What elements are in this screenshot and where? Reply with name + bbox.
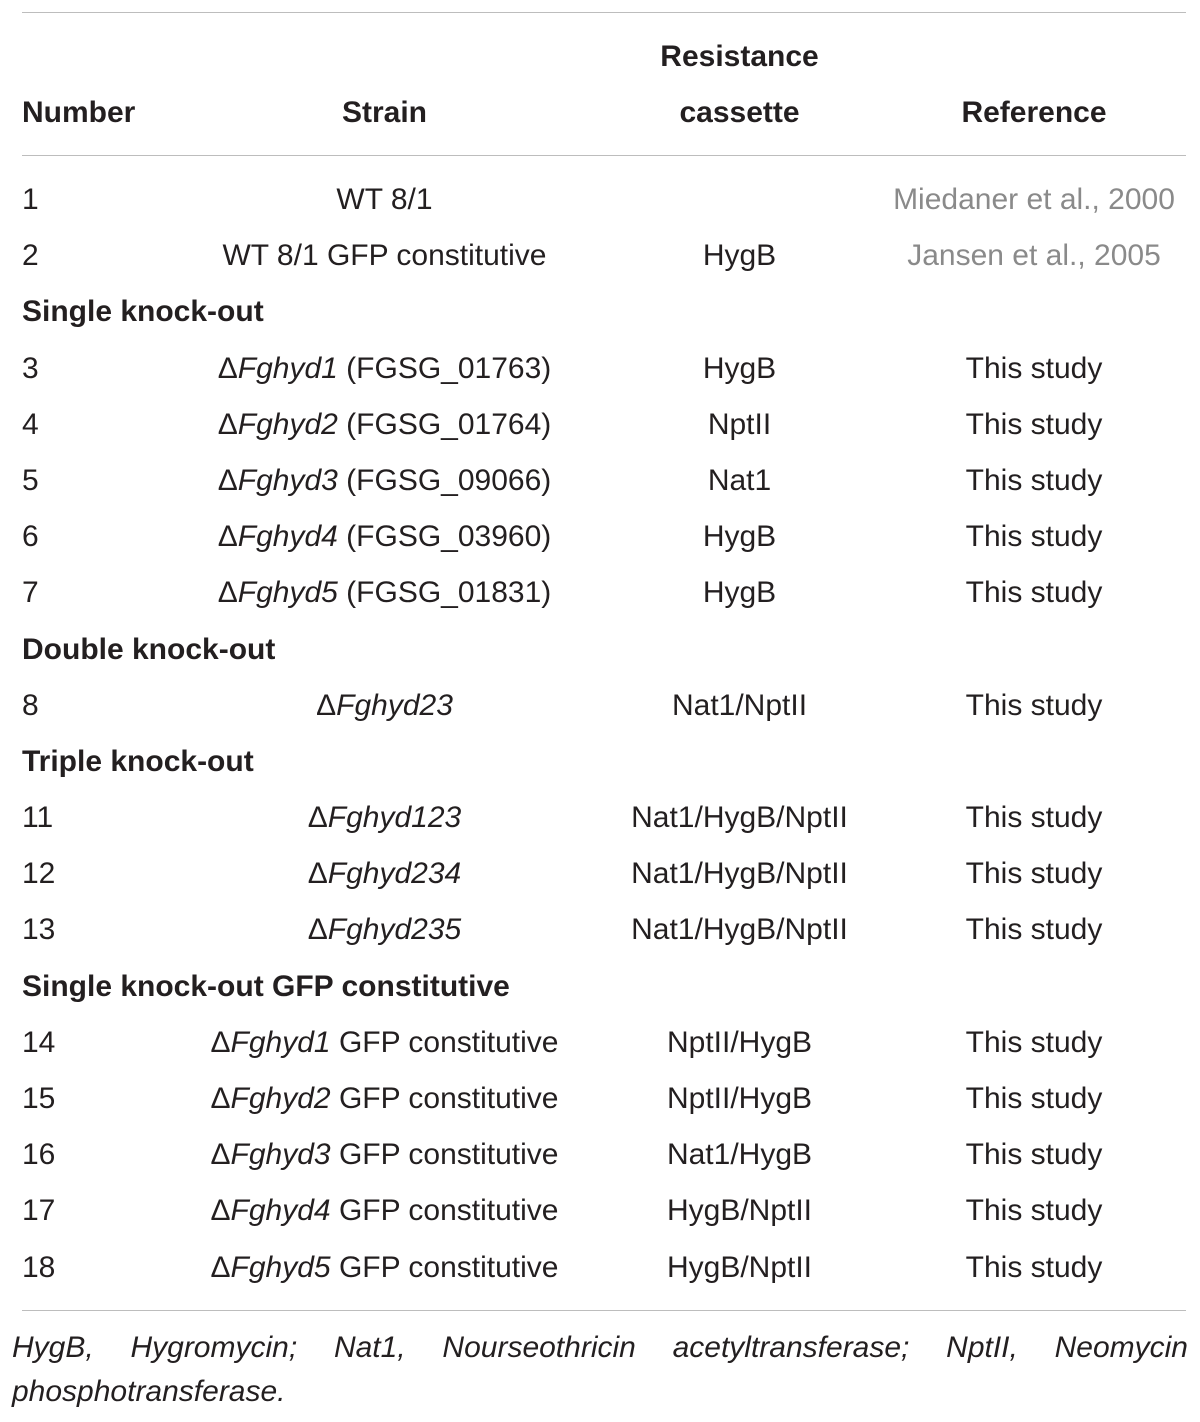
cell-resistance: Nat1 xyxy=(707,463,772,497)
cell-reference: This study xyxy=(965,1194,1103,1228)
cell-reference: This study xyxy=(965,857,1103,891)
cell-resistance: NptII xyxy=(707,407,772,441)
cell-number: 18 xyxy=(22,1250,56,1284)
cell-strain xyxy=(142,1183,627,1239)
strain-suffix: WT 8/1 xyxy=(336,183,433,216)
strain-delta-prefix: Δ xyxy=(217,463,238,497)
cell-reference: This study xyxy=(965,576,1103,610)
table-row xyxy=(22,790,1186,846)
strain-delta-prefix: Δ xyxy=(307,913,328,947)
cell-number: 2 xyxy=(22,239,39,273)
cell-resistance: HygB/NptII xyxy=(666,1194,813,1228)
table-footnote: HygB, Hygromycin; Nat1, Nourseothricin acetyltransferase; NptII, Neomycin phosphotransferase. xyxy=(12,1331,1188,1408)
cell-reference: This study xyxy=(965,407,1103,441)
strain-suffix: GFP constitutive xyxy=(330,1082,559,1115)
cell-number: 17 xyxy=(22,1194,56,1228)
table-row xyxy=(22,1127,1186,1183)
cell-strain xyxy=(142,1127,627,1183)
strain-gene-name: Fghyd3 xyxy=(237,463,338,497)
table-row xyxy=(22,565,1186,621)
table-body xyxy=(22,172,1186,1296)
cell-number: 3 xyxy=(22,351,39,385)
cell-strain xyxy=(142,453,627,509)
section-heading: Triple knock-out xyxy=(22,744,254,778)
cell-reference: This study xyxy=(965,463,1103,497)
strain-delta-prefix: Δ xyxy=(307,857,328,891)
cell-resistance: Nat1/HygB xyxy=(666,1138,813,1172)
strain-gene-name: Fghyd2 xyxy=(237,407,338,441)
strain-delta-prefix: Δ xyxy=(217,576,238,610)
strain-gene-name: Fghyd5 xyxy=(230,1250,331,1284)
cell-number: 4 xyxy=(22,407,39,441)
strain-suffix: GFP constitutive xyxy=(330,1138,559,1172)
cell-number: 12 xyxy=(22,857,56,891)
cell-resistance: NptII/HygB xyxy=(666,1082,813,1115)
cell-number: 13 xyxy=(22,913,56,947)
strain-delta-prefix: Δ xyxy=(210,1082,231,1115)
strain-delta-prefix: Δ xyxy=(217,351,238,385)
cell-number: 1 xyxy=(22,183,39,216)
strain-gene-name: Fghyd1 xyxy=(230,1025,331,1059)
strain-delta-prefix: Δ xyxy=(210,1025,231,1059)
cell-number: 6 xyxy=(22,520,39,554)
cell-reference: This study xyxy=(965,688,1103,722)
table-row xyxy=(22,1071,1186,1127)
cell-reference-link[interactable]: Jansen et al., 2005 xyxy=(907,239,1161,273)
header-number: Number xyxy=(22,96,136,129)
strain-delta-prefix: Δ xyxy=(307,801,328,835)
cell-resistance: HygB xyxy=(702,520,777,554)
section-heading: Single knock-out xyxy=(22,295,264,329)
cell-number: 8 xyxy=(22,688,39,722)
table-row xyxy=(22,453,1186,509)
cell-number: 14 xyxy=(22,1025,56,1059)
strain-gene-name: Fghyd234 xyxy=(327,857,462,891)
cell-resistance: Nat1/NptII xyxy=(671,688,808,722)
cell-strain xyxy=(142,1015,627,1071)
table-row xyxy=(22,341,1186,397)
strain-delta-prefix: Δ xyxy=(210,1250,231,1284)
strain-gene-name: Fghyd2 xyxy=(230,1082,331,1115)
cell-resistance: Nat1/HygB/NptII xyxy=(631,857,848,891)
cell-strain xyxy=(142,397,627,453)
cell-resistance: NptII/HygB xyxy=(666,1025,813,1059)
cell-reference: This study xyxy=(965,520,1103,554)
cell-resistance: HygB xyxy=(702,351,777,385)
strain-suffix: WT 8/1 GFP constitutive xyxy=(222,239,547,273)
cell-resistance: HygB xyxy=(702,576,777,610)
cell-number: 15 xyxy=(22,1082,56,1115)
cell-reference: This study xyxy=(965,1025,1103,1059)
strain-suffix: GFP constitutive xyxy=(330,1250,559,1284)
header-strain: Strain xyxy=(341,96,428,129)
cell-reference: This study xyxy=(965,1138,1103,1172)
strain-table xyxy=(22,12,1186,1311)
cell-strain xyxy=(142,1071,627,1127)
table-row xyxy=(22,1015,1186,1071)
strain-delta-prefix: Δ xyxy=(217,407,238,441)
section-heading: Double knock-out xyxy=(22,632,276,666)
cell-resistance: HygB/NptII xyxy=(666,1250,813,1284)
strain-suffix: (FGSG_09066) xyxy=(337,463,552,497)
table-row xyxy=(22,172,1186,228)
cell-number: 16 xyxy=(22,1138,56,1172)
cell-reference: This study xyxy=(965,801,1103,835)
cell-strain xyxy=(142,846,627,902)
strain-gene-name: Fghyd1 xyxy=(237,351,338,385)
cell-reference: This study xyxy=(965,351,1103,385)
cell-number: 5 xyxy=(22,463,39,497)
strain-delta-prefix: Δ xyxy=(316,688,337,722)
table-header xyxy=(22,13,1186,155)
table-row xyxy=(22,509,1186,565)
strain-gene-name: Fghyd235 xyxy=(327,913,462,947)
strain-gene-name: Fghyd4 xyxy=(237,520,338,554)
cell-strain xyxy=(142,172,627,228)
header-reference: Reference xyxy=(961,96,1107,129)
cell-resistance: Nat1/HygB/NptII xyxy=(631,801,848,835)
cell-strain xyxy=(142,509,627,565)
cell-strain xyxy=(142,341,627,397)
header-resistance-line1: Resistance xyxy=(660,40,819,73)
cell-strain xyxy=(142,228,627,284)
cell-number: 11 xyxy=(22,801,54,835)
table-row xyxy=(22,1183,1186,1239)
table-row xyxy=(22,902,1186,958)
table-row xyxy=(22,846,1186,902)
cell-reference: This study xyxy=(965,1082,1103,1115)
table-row xyxy=(22,228,1186,284)
strain-gene-name: Fghyd5 xyxy=(237,576,338,610)
cell-strain xyxy=(142,1240,627,1296)
cell-reference: This study xyxy=(965,913,1103,947)
strain-suffix: GFP constitutive xyxy=(330,1025,559,1059)
cell-strain xyxy=(142,902,627,958)
cell-number: 7 xyxy=(22,576,39,610)
header-resistance-line2: cassette xyxy=(679,96,800,129)
table-row xyxy=(22,678,1186,734)
strain-gene-name: Fghyd123 xyxy=(327,801,462,835)
table-bottom-rule xyxy=(22,1310,1186,1311)
cell-strain xyxy=(142,565,627,621)
table-row xyxy=(22,397,1186,453)
cell-strain xyxy=(142,790,627,846)
cell-resistance: Nat1/HygB/NptII xyxy=(631,913,848,947)
strain-suffix: (FGSG_01764) xyxy=(337,407,552,441)
strain-suffix: (FGSG_01763) xyxy=(337,351,552,385)
section-heading: Single knock-out GFP constitutive xyxy=(22,969,510,1003)
table-row xyxy=(22,1240,1186,1296)
strain-gene-name: Fghyd3 xyxy=(230,1138,331,1172)
strain-suffix: GFP constitutive xyxy=(330,1194,559,1228)
strain-delta-prefix: Δ xyxy=(210,1194,231,1228)
cell-strain xyxy=(142,678,627,734)
cell-reference: This study xyxy=(965,1250,1103,1284)
strain-delta-prefix: Δ xyxy=(217,520,238,554)
strain-gene-name: Fghyd4 xyxy=(230,1194,331,1228)
strain-suffix: (FGSG_03960) xyxy=(337,520,552,554)
cell-reference-link[interactable]: Miedaner et al., 2000 xyxy=(893,183,1175,216)
strain-suffix: (FGSG_01831) xyxy=(337,576,552,610)
strain-gene-name: Fghyd23 xyxy=(336,688,453,722)
strain-delta-prefix: Δ xyxy=(210,1138,231,1172)
cell-resistance: HygB xyxy=(702,239,777,273)
